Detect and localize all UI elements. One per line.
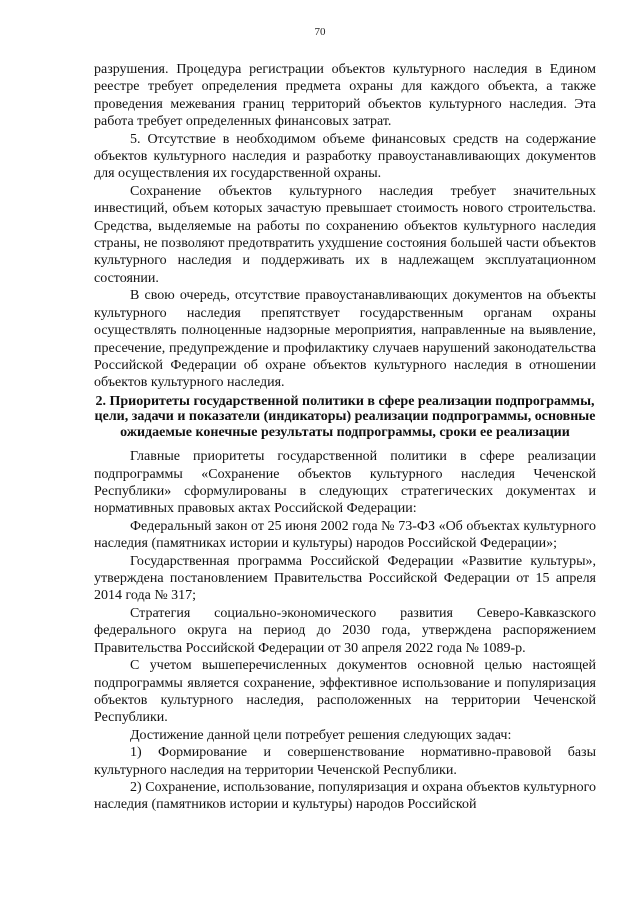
page-number: 70 [314, 26, 326, 38]
paragraph-continuation: разрушения. Процедура регистрации объектов культурного наследия в Едином реестре требует определения предмета охраны для каждого объекта, а также проведения межевания границ территорий объектов культурного наследия. Эта работа требует определенных финансовых затрат. [94, 62, 596, 130]
paragraph-state-program: Государственная программа Российской Федерации «Развитие культуры», утверждена постановлением Правительства Российской Федерации от 15 апреля 2014 года № 317; [94, 553, 596, 604]
paragraph-tasks-intro: Достижение данной цели потребует решения следующих задач: [130, 727, 512, 743]
document-body [94, 61, 596, 814]
paragraph-legal-documents: В свою очередь, отсутствие правоустанавливающих документов на объекты культурного наследия препятствует государственным органам охраны осуществлять полноценные надзорные мероприятия, направленные на выявление, пресечение, предупреждение и профилактику случаев нарушений законодательства Российской Федерации об охране объектов культурного наследия в отношении объектов культурного наследия. [94, 288, 596, 391]
paragraph-investments: Сохранение объектов культурного наследия требует значительных инвестиций, объем которых зачастую превышает стоимость нового строительства. Средства, выделяемые на работы по сохранению объектов культурного наследия страны, не позволяют предотвратить ухудшение состояния большей части объектов культурного наследия и поддерживать их в надлежащем эксплуатационном состоянии. [94, 183, 596, 286]
paragraph-priorities: Главные приоритеты государственной политики в сфере реализации подпрограммы «Сохранение объектов культурного наследия Чеченской Республики» сформулированы в следующих стратегических документах и нормативных правовых актах Российской Федерации: [94, 449, 596, 517]
paragraph-task-1: 1) Формирование и совершенствование нормативно-правовой базы культурного наследия на территории Чеченской Республики. [94, 745, 596, 778]
paragraph-strategy: Стратегия социально-экономического развития Северо-Кавказского федерального округа на период до 2030 года, утверждена распоряжением Правительства Российской Федерации от 30 апреля 2022 года № 1089-р. [94, 605, 596, 656]
paragraph-main-goal: С учетом вышеперечисленных документов основной целью настоящей подпрограммы является сохранение, эффективное использование и популяризация объектов культурного наследия, расположенных на территории Чеченской Республики. [94, 658, 596, 726]
paragraph-federal-law: Федеральный закон от 25 июня 2002 года № 73-ФЗ «Об объектах культурного наследия (памятниках истории и культуры) народов Российской Федерации»; [94, 518, 596, 552]
paragraph-item-5: 5. Отсутствие в необходимом объеме финансовых средств на содержание объектов культурного наследия и разработку правоустанавливающих документов для осуществления их государственной охраны. [94, 131, 596, 182]
section-heading: 2. Приоритеты государственной политики в сфере реализации подпрограммы, цели, задачи и показатели (индикаторы) реализации подпрограммы, основные ожидаемые конечные результаты подпрограммы, сроки ее реализации [94, 393, 596, 440]
paragraph-task-2: 2) Сохранение, использование, популяризация и охрана объектов культурного наследия (памятников истории и культуры) народов Российской [94, 779, 596, 813]
